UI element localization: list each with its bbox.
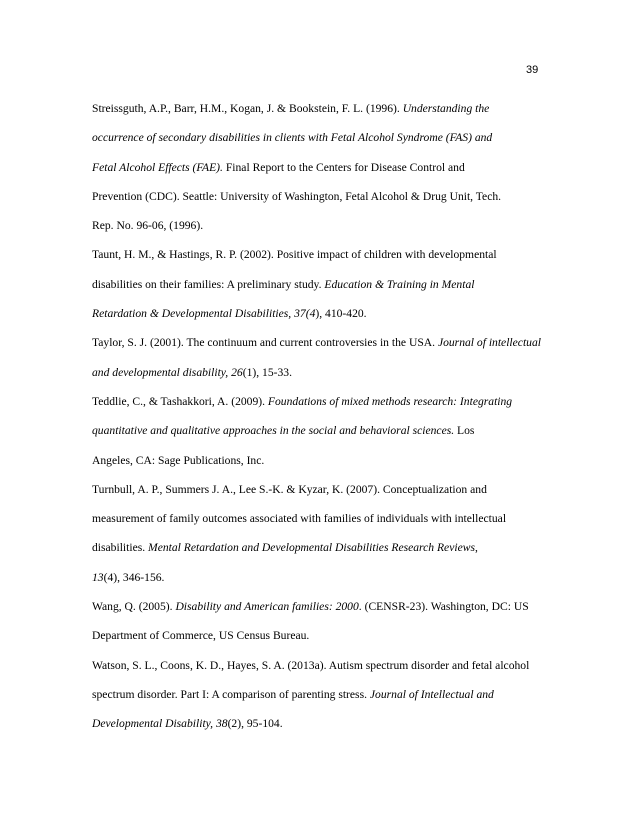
reference-line xyxy=(92,592,552,621)
text: Watson, S. L., Coons, K. D., Hayes, S. A. (2013a). Autism spectrum disorder and fetal alcohol xyxy=(92,658,530,672)
text: . (CENSR-23). Washington, DC: US xyxy=(358,600,529,614)
reference-line xyxy=(92,446,552,475)
reference-line xyxy=(92,153,552,182)
reference-line xyxy=(92,358,552,387)
reference-line xyxy=(92,651,552,680)
reference-line xyxy=(92,240,552,269)
page-number: 39 xyxy=(526,64,539,76)
text: Los xyxy=(454,424,475,438)
italic-text: 13 xyxy=(92,570,104,584)
reference-line xyxy=(92,504,552,533)
italic-text: occurrence of secondary disabilities in clients with Fetal Alcohol Syndrome (FAS) and xyxy=(92,131,493,145)
reference-entry xyxy=(92,592,552,651)
reference-line xyxy=(92,328,552,357)
italic-text: Journal of intellectual xyxy=(437,336,541,350)
italic-text: Mental Retardation and Developmental Disabilities Research Reviews xyxy=(148,541,475,555)
text: Rep. No. 96-06, (1996). xyxy=(92,219,204,233)
reference-line xyxy=(92,621,552,650)
italic-text: Developmental Disability, 38 xyxy=(92,717,228,731)
italic-text: Disability and American families: 2000 xyxy=(175,600,359,614)
reference-entry xyxy=(92,328,552,387)
reference-line xyxy=(92,299,552,328)
text: Angeles, CA: Sage Publications, Inc. xyxy=(92,453,265,467)
text: Taunt, H. M., & Hastings, R. P. (2002). Positive impact of children with developmental xyxy=(92,248,497,262)
reference-entry xyxy=(92,475,552,592)
reference-line xyxy=(92,94,552,123)
text: (4), 346-156. xyxy=(103,570,165,584)
italic-text: Fetal Alcohol Effects (FAE). xyxy=(92,160,223,174)
italic-text: and developmental disability, 26 xyxy=(92,365,243,379)
text: ), 410-420. xyxy=(315,307,367,321)
reference-line xyxy=(92,182,552,211)
text: Teddlie, C., & Tashakkori, A. (2009). xyxy=(92,394,268,408)
reference-entry xyxy=(92,387,552,475)
text: Turnbull, A. P., Summers J. A., Lee S.-K. & Kyzar, K. (2007). Conceptualization and xyxy=(92,482,487,496)
reference-line xyxy=(92,416,552,445)
italic-text: Understanding the xyxy=(402,102,490,115)
reference-line xyxy=(92,270,552,299)
reference-line xyxy=(92,387,552,416)
text: Prevention (CDC). Seattle: University of Washington, Fetal Alcohol & Drug Unit, Tech. xyxy=(92,189,502,203)
italic-text: Retardation & Developmental Disabilities, 37(4 xyxy=(92,307,316,321)
reference-line xyxy=(92,123,552,152)
reference-line xyxy=(92,563,552,592)
reference-line xyxy=(92,680,552,709)
text: (2), 95-104. xyxy=(227,717,283,731)
reference-line xyxy=(92,211,552,240)
text: , xyxy=(474,541,478,555)
reference-entry xyxy=(92,94,552,240)
reference-list xyxy=(92,94,552,739)
text: disabilities on their families: A preliminary study. xyxy=(92,277,325,291)
reference-entry xyxy=(92,240,552,328)
italic-text: Education & Training in Mental xyxy=(324,277,475,291)
text: (1), 15-33. xyxy=(242,365,292,379)
text: Wang, Q. (2005). xyxy=(92,600,176,614)
reference-line xyxy=(92,709,552,738)
text: spectrum disorder. Part I: A comparison of parenting stress. xyxy=(92,687,370,701)
text: Final Report to the Centers for Disease Control and xyxy=(222,160,465,174)
italic-text: quantitative and qualitative approaches in the social and behavioral sciences. xyxy=(92,424,455,438)
italic-text: Journal of Intellectual and xyxy=(369,687,494,701)
text: measurement of family outcomes associated with families of individuals with intellectual xyxy=(92,512,507,526)
text: Streissguth, A.P., Barr, H.M., Kogan, J. & Bookstein, F. L. (1996). xyxy=(92,102,403,115)
italic-text: Foundations of mixed methods research: Integrating xyxy=(267,394,513,408)
text: Department of Commerce, US Census Bureau. xyxy=(92,629,310,643)
reference-line xyxy=(92,475,552,504)
reference-line xyxy=(92,533,552,562)
text: Taylor, S. J. (2001). The continuum and current controversies in the USA. xyxy=(92,336,438,350)
reference-entry xyxy=(92,651,552,739)
text: disabilities. xyxy=(92,541,149,555)
